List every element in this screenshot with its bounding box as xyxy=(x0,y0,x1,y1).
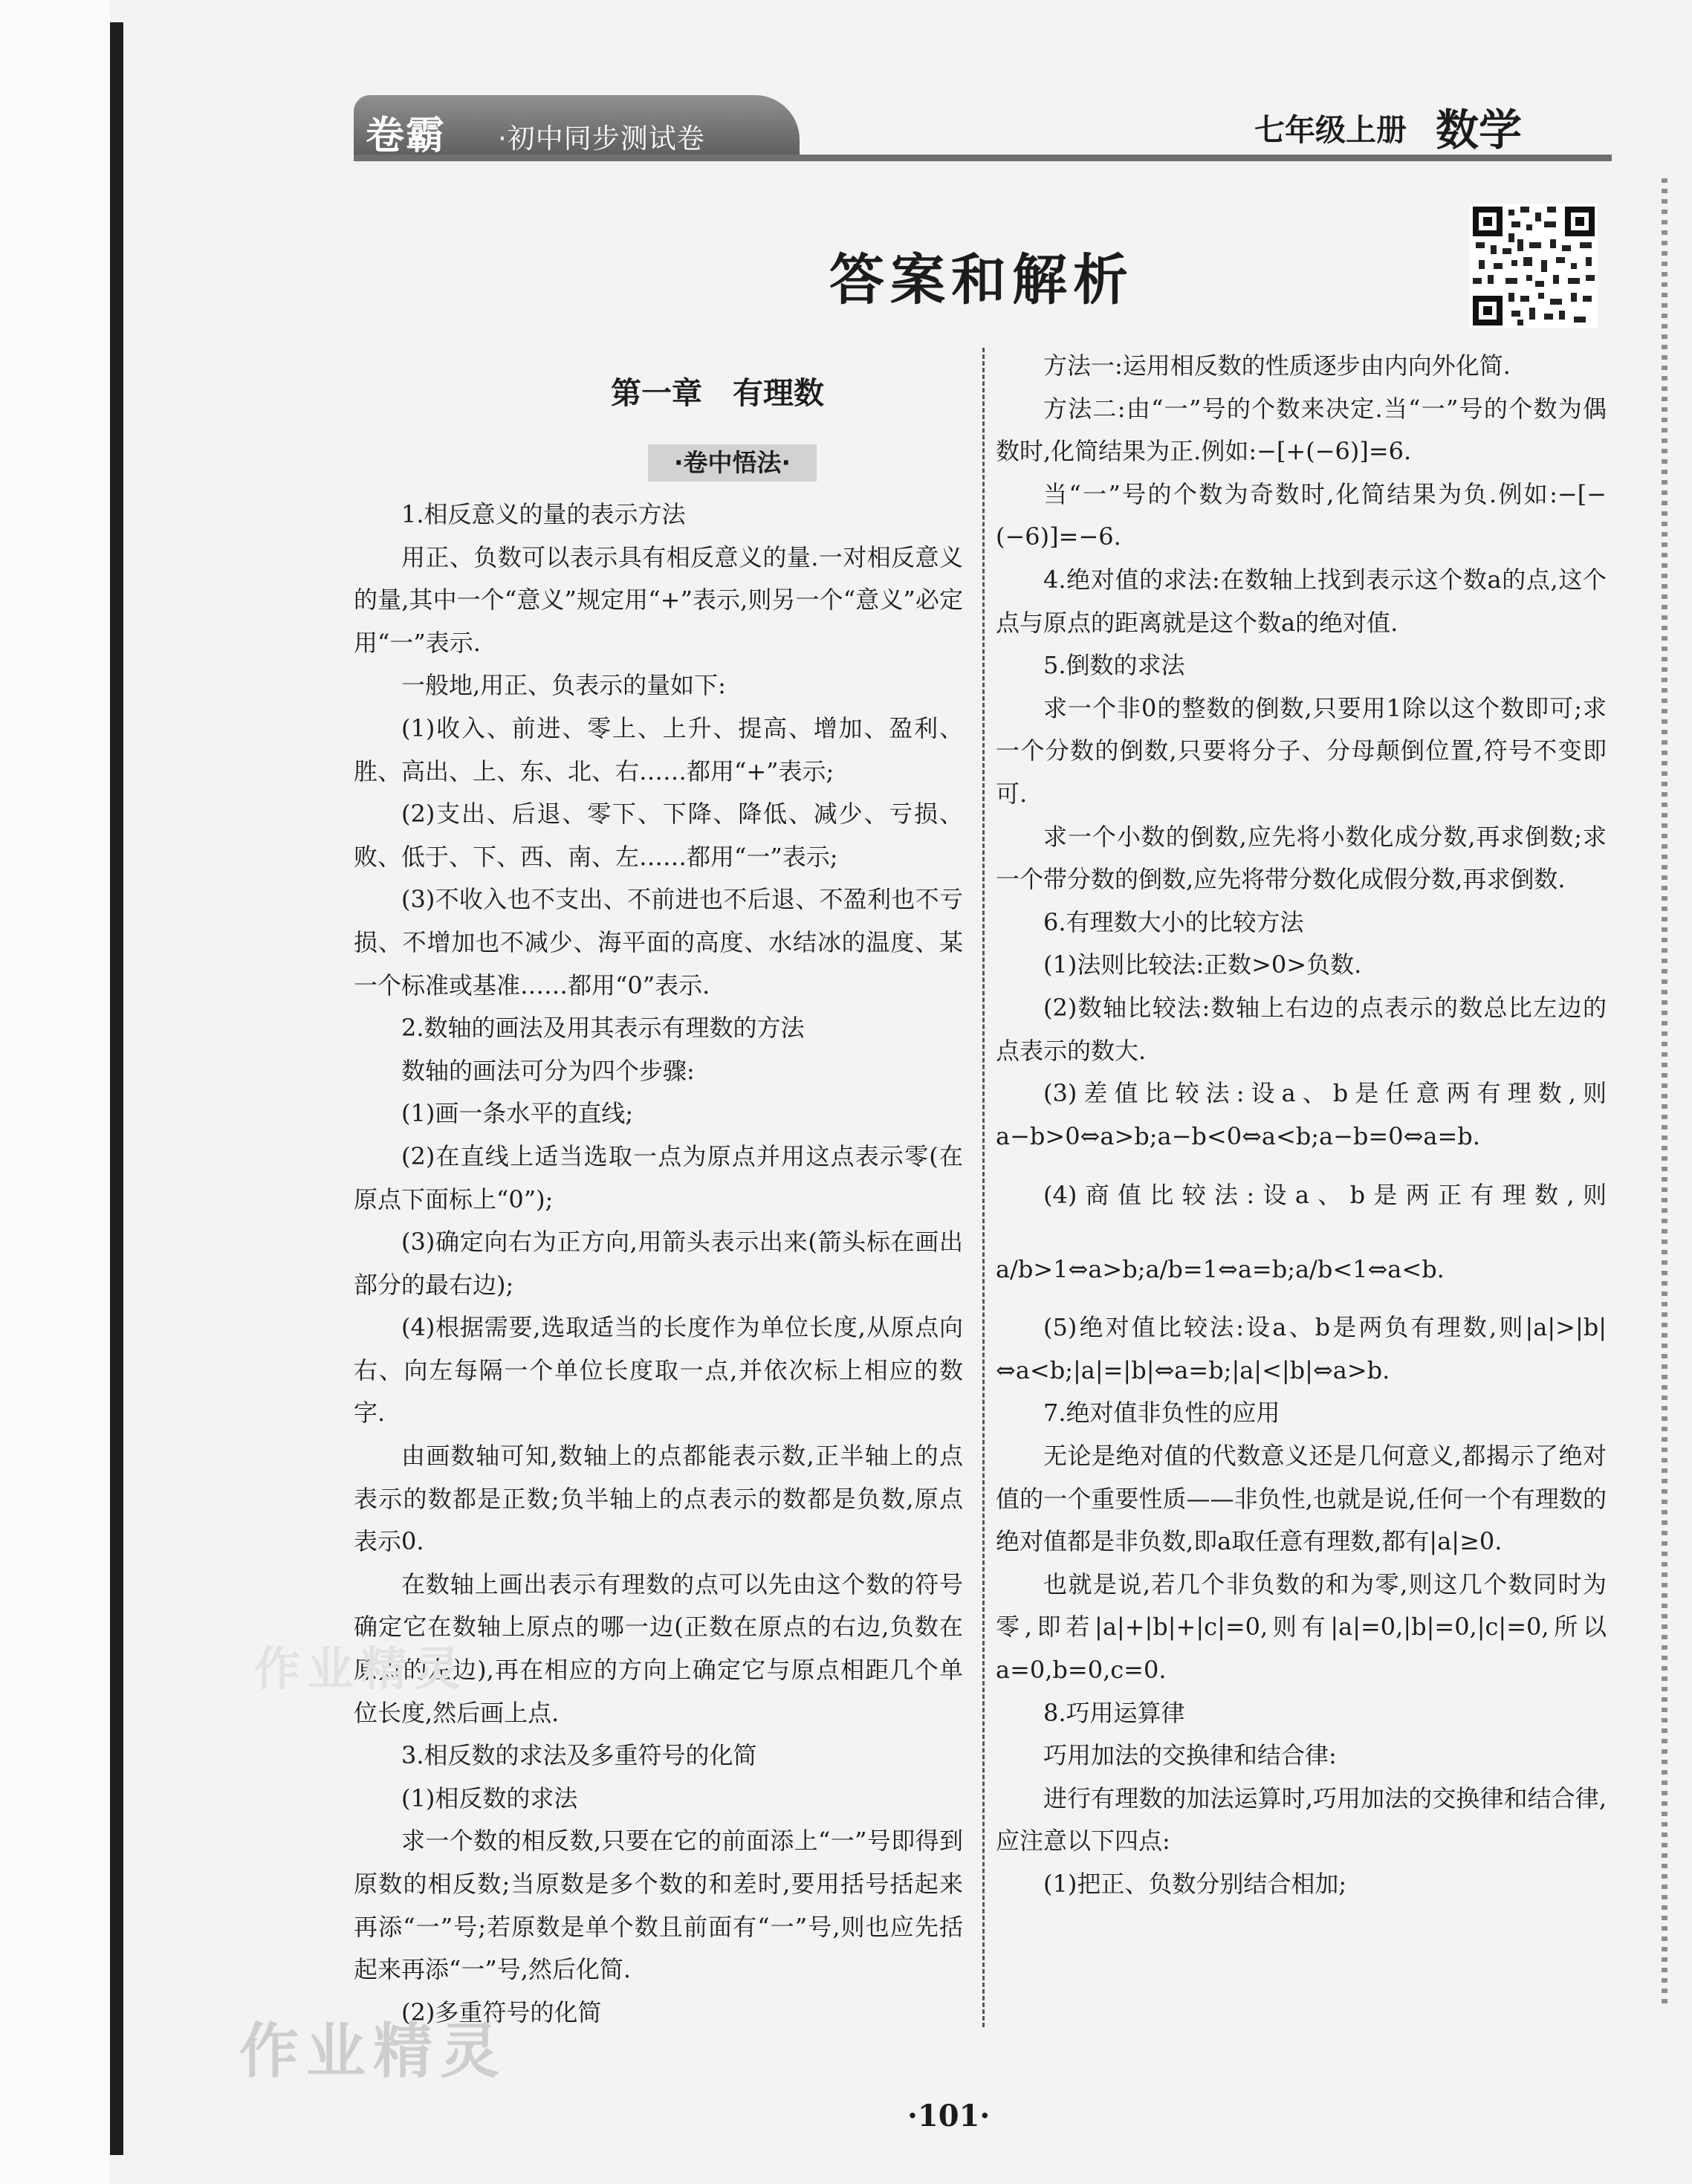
paragraph: (1)相反数的求法 xyxy=(401,1783,578,1812)
paragraph: (3)不收入也不支出、不前进也不后退、不盈利也不亏损、不增加也不减少、海平面的高度、水结冰的温度、某一个标准或基准……都用“0”表示. xyxy=(354,885,963,999)
paragraph: 4.绝对值的求法:在数轴上找到表示这个数a的点,这个点与原点的距离就是这个数a的绝对值. xyxy=(996,565,1607,637)
paragraph: (2)在直线上适当选取一点为原点并用这点表示零(在原点下面标上“0”); xyxy=(354,1141,963,1213)
paragraph: (1)收入、前进、零上、上升、提高、增加、盈利、胜、高出、上、东、北、右……都用“+”表示; xyxy=(354,713,963,785)
paragraph: 进行有理数的加法运算时,巧用加法的交换律和结合律,应注意以下四点: xyxy=(996,1783,1607,1856)
paragraph: 当“一”号的个数为奇数时,化简结果为负.例如:−[−(−6)]=−6. xyxy=(996,479,1607,551)
grade-label: 七年级上册 xyxy=(1254,112,1407,148)
chapter-title: 第一章 有理数 xyxy=(611,375,824,411)
paragraph: 8.巧用运算律 xyxy=(1043,1698,1185,1727)
paragraph: (2)数轴比较法:数轴上右边的点表示的数总比左边的点表示的数大. xyxy=(996,993,1607,1065)
scan-margin xyxy=(0,0,110,2184)
paragraph: (4)根据需要,选取适当的长度作为单位长度,从原点向右、向左每隔一个单位长度取一点,并依次标上相应的数字. xyxy=(354,1313,963,1428)
paragraph: (2)支出、后退、零下、下降、降低、减少、亏损、败、低于、下、西、南、左……都用“一”表示; xyxy=(354,800,963,871)
paragraph: 求一个数的相反数,只要在它的前面添上“一”号即得到原数的相反数;当原数是多个数的和差时,要用括号括起来再添“一”号;若原数是单个数且前面有“一”号,则也应先括起来再添“一”号,然后化简. xyxy=(354,1827,963,1984)
paragraph: 1.相反意义的量的表示方法 xyxy=(401,500,686,528)
watermark: 作业精灵 xyxy=(239,2017,507,2086)
paragraph: 5.倒数的求法 xyxy=(1043,651,1185,680)
page-number: ·101· xyxy=(907,2099,991,2133)
page-title: 答案和解析 xyxy=(829,248,1134,312)
scan-edge-shadow xyxy=(110,22,123,2155)
paragraph: 7.绝对值非负性的应用 xyxy=(1043,1399,1280,1428)
qr-code-icon xyxy=(1470,204,1598,328)
paragraph: 数轴的画法可分为四个步骤: xyxy=(401,1056,695,1085)
left-column xyxy=(354,493,963,2034)
right-column xyxy=(996,345,1607,1906)
section-tag: ·卷中悟法· xyxy=(648,444,817,482)
paragraph: (1)把正、负数分别结合相加; xyxy=(1043,1870,1347,1898)
series-name: ·初中同步测试卷 xyxy=(498,123,705,155)
paragraph: 求一个小数的倒数,应先将小数化成分数,再求倒数;求一个带分数的倒数,应先将带分数化成假分数,再求倒数. xyxy=(996,822,1607,894)
paragraph: 由画数轴可知,数轴上的点都能表示数,正半轴上的点表示的数都是正数;负半轴上的点表示的数都是负数,原点表示0. xyxy=(354,1442,963,1556)
paragraph: 方法一:运用相反数的性质逐步由内向外化简. xyxy=(1043,351,1511,380)
column-divider xyxy=(982,348,985,2027)
paragraph: 2.数轴的画法及用其表示有理数的方法 xyxy=(401,1014,805,1043)
paragraph: (4)商值比较法:设a、b是两正有理数,则a/b>1⇔a>b;a/b=1⇔a=b;a/b<1⇔a<b. xyxy=(996,1181,1607,1284)
paragraph: (3)差值比较法:设a、b是任意两有理数,则a−b>0⇔a>b;a−b<0⇔a<b;a−b=0⇔a=b. xyxy=(996,1079,1607,1150)
paragraph: (1)法则比较法:正数>0>负数. xyxy=(1043,950,1362,979)
paragraph: 一般地,用正、负表示的量如下: xyxy=(401,671,726,700)
paragraph: (1)画一条水平的直线; xyxy=(401,1099,634,1128)
brand-logo: 卷霸 xyxy=(366,114,447,158)
paragraph: 在数轴上画出表示有理数的点可以先由这个数的符号确定它在数轴上原点的哪一边(正数在原点的右边,负数在原点的左边),再在相应的方向上确定它与原点相距几个单位长度,然后画上点. xyxy=(354,1569,963,1727)
paragraph: 无论是绝对值的代数意义还是几何意义,都揭示了绝对值的一个重要性质——非负性,也就是说,任何一个有理数的绝对值都是非负数,即a取任意有理数,都有|a|≥0. xyxy=(996,1442,1607,1556)
binding-edge xyxy=(1662,178,1667,2006)
paragraph: (3)确定向右为正方向,用箭头表示出来(箭头标在画出部分的最右边); xyxy=(354,1228,963,1299)
paragraph: (2)多重符号的化简 xyxy=(401,1997,602,2026)
paragraph: (5)绝对值比较法:设a、b是两负有理数,则|a|>|b|⇔a<b;|a|=|b|⇔a=b;|a|<|b|⇔a>b. xyxy=(996,1313,1607,1384)
watermark: 作业精灵 xyxy=(254,1642,469,1696)
paragraph: 方法二:由“一”号的个数来决定.当“一”号的个数为偶数时,化简结果为正.例如:−[+(−6)]=6. xyxy=(996,394,1607,466)
paragraph: 巧用加法的交换律和结合律: xyxy=(1043,1741,1337,1770)
paragraph: 6.有理数大小的比较方法 xyxy=(1043,907,1304,936)
paragraph: 用正、负数可以表示具有相反意义的量.一对相反意义的量,其中一个“意义”规定用“+”表示,则另一个“意义”必定用“一”表示. xyxy=(354,542,963,657)
paragraph: 求一个非0的整数的倒数,只要用1除以这个数即可;求一个分数的倒数,只要将分子、分母颠倒位置,符号不变即可. xyxy=(996,693,1607,808)
paragraph: 也就是说,若几个非负数的和为零,则这几个数同时为零,即若|a|+|b|+|c|=0,则有|a|=0,|b|=0,|c|=0,所以a=0,b=0,c=0. xyxy=(996,1569,1607,1685)
paragraph: 3.相反数的求法及多重符号的化简 xyxy=(401,1741,757,1770)
subject-label: 数学 xyxy=(1436,105,1523,155)
